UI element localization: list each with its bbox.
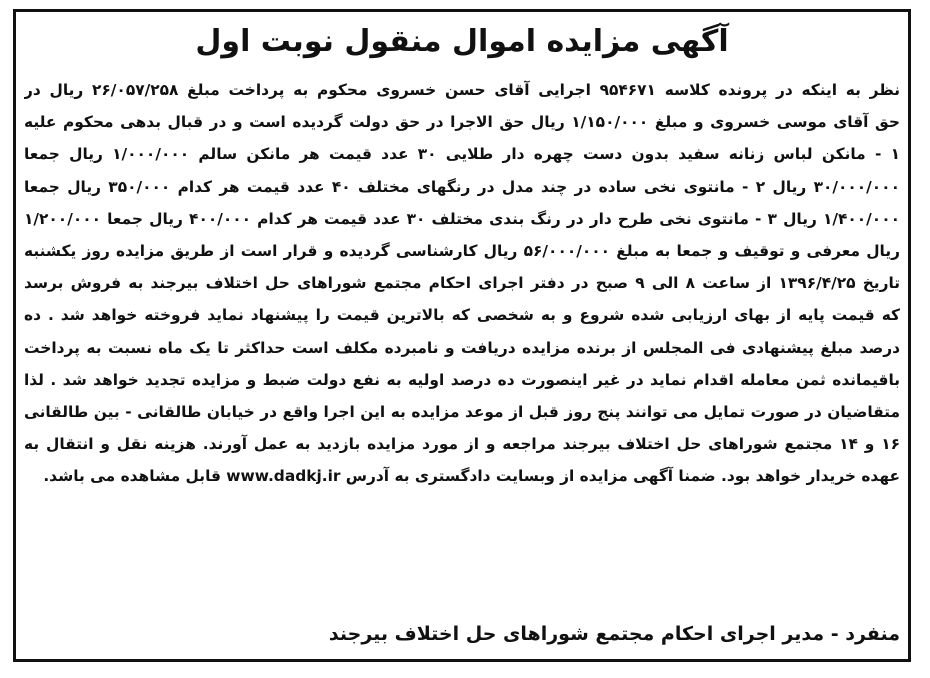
notice-title: آگهی مزایده اموال منقول نوبت اول [195,24,729,59]
notice-line: ۱۶ و ۱۴ مجتمع شوراهای حل اختلاف بیرجند مراجعه و از مورد مزایده بازدید به عمل آورند. هزینه نقل و انتقال به [24,435,900,454]
notice-line: باقیمانده ثمن معامله اقدام نماید در غیر اینصورت ده درصد اولیه به نفع دولت ضبط و مزایده تجدید خواهد شد . لذا [24,370,900,389]
notice-line: ۳۰/۰۰۰/۰۰۰ ریال ۲ - مانتوی نخی ساده در چند مدل در رنگهای مختلف ۴۰ عدد قیمت هر کدام ۳۵۰/۰۰۰ ریال جمعا [24,177,900,196]
notice-body [24,74,900,492]
notice-line: درصد مبلغ پیشنهادی فی المجلس از برنده مزایده دریافت و نامبرده مکلف است حداکثر تا یک ماه نسبت به پرداخت [24,338,900,357]
notice-frame [13,9,911,662]
notice-line: که قیمت پایه از بهای ارزیابی شده شروع و به شخصی که بالاترین قیمت را پیشنهاد نماید فروخته خواهد شد . ده [24,306,900,325]
notice-line: تاریخ ۱۳۹۶/۴/۲۵ از ساعت ۸ الی ۹ صبح در دفتر اجرای احکام مجتمع شوراهای حل اختلاف بیرجند به فروش برسد [24,274,900,293]
notice-line: متقاضیان در صورت تمایل می توانند پنج روز قبل از موعد مزایده به این اجرا واقع در خیابان طالقانی - بین طالقانی [24,402,900,421]
notice-line: ۱/۴۰۰/۰۰۰ ریال ۳ - مانتوی نخی طرح دار در رنگ بندی مختلف ۳۰ عدد قیمت هر کدام ۴۰۰/۰۰۰ ریال جمعا ۱/۲۰۰/۰۰۰ [24,209,900,228]
notice-line: ریال معرفی و توقیف و جمعا به مبلغ ۵۶/۰۰۰/۰۰۰ ریال کارشناسی گردیده و قرار است از طریق مزایده روز یکشنبه [24,241,900,260]
auction-notice [16,12,908,659]
notice-signature: منفرد - مدیر اجرای احکام مجتمع شوراهای حل اختلاف بیرجند [328,623,900,645]
notice-line: ۱ - مانکن لباس زنانه سفید بدون دست چهره دار طلایی ۳۰ عدد قیمت هر مانکن سالم ۱/۰۰۰/۰۰۰ ریال جمعا [24,145,900,164]
notice-line: نظر به اینکه در پرونده کلاسه ۹۵۴۶۷۱ اجرایی آقای حسن خسروی محکوم به پرداخت مبلغ ۲۶/۰۵۷/۲۵۸ ریال در [24,81,900,99]
notice-line: حق آقای موسی خسروی و مبلغ ۱/۱۵۰/۰۰۰ ریال حق الاجرا در حق دولت گردیده است و در قبال بدهی محکوم علیه [24,113,900,132]
notice-line: عهده خریدار خواهد بود. ضمنا آگهی مزایده از وبسایت دادگستری به آدرس www.dadkj.ir قابل مشاهده می باشد. [43,467,900,486]
